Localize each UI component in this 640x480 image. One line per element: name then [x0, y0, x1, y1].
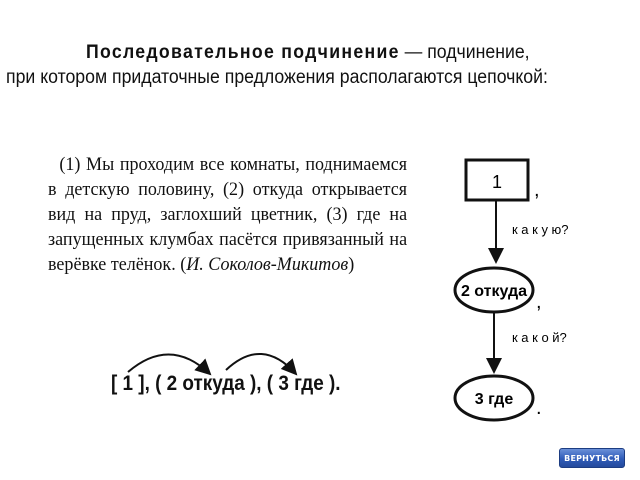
example-close: )	[348, 254, 355, 275]
clause-2-label: 2 откуда	[460, 283, 528, 300]
definition-dash: —	[399, 42, 428, 63]
question-2: к а к о й?	[512, 330, 567, 345]
question-1: к а к у ю?	[512, 222, 569, 237]
scheme-arc-1	[128, 354, 210, 374]
clause-3-label: 3 где	[474, 391, 514, 408]
period: .	[536, 397, 542, 419]
definition-line-2: при котором придаточные предложения располагаются цепочкой:	[6, 67, 548, 88]
example-author: И. Соколов-Микитов	[186, 254, 349, 275]
linear-scheme: [ 1 ], ( 2 откуда ), ( 3 где ).	[111, 372, 341, 395]
definition-term: Последовательное подчинение	[86, 42, 400, 63]
scheme-arc-2	[226, 354, 296, 374]
comma-2: ,	[536, 291, 542, 313]
main-clause-label: 1	[491, 172, 503, 192]
comma-1: ,	[534, 179, 540, 201]
example-text: (1) Мы проходим все комнаты, поднимаемся в детскую половину, (2) откуда открывается вид на пруд, заглохший цветник, (3) где на запущенных клумбах пасётся привязанный на верёвке телёнок. (	[48, 154, 408, 275]
back-button[interactable]: ВЕРНУТЬСЯ	[559, 448, 625, 468]
definition-rest-1: подчинение,	[427, 42, 530, 63]
